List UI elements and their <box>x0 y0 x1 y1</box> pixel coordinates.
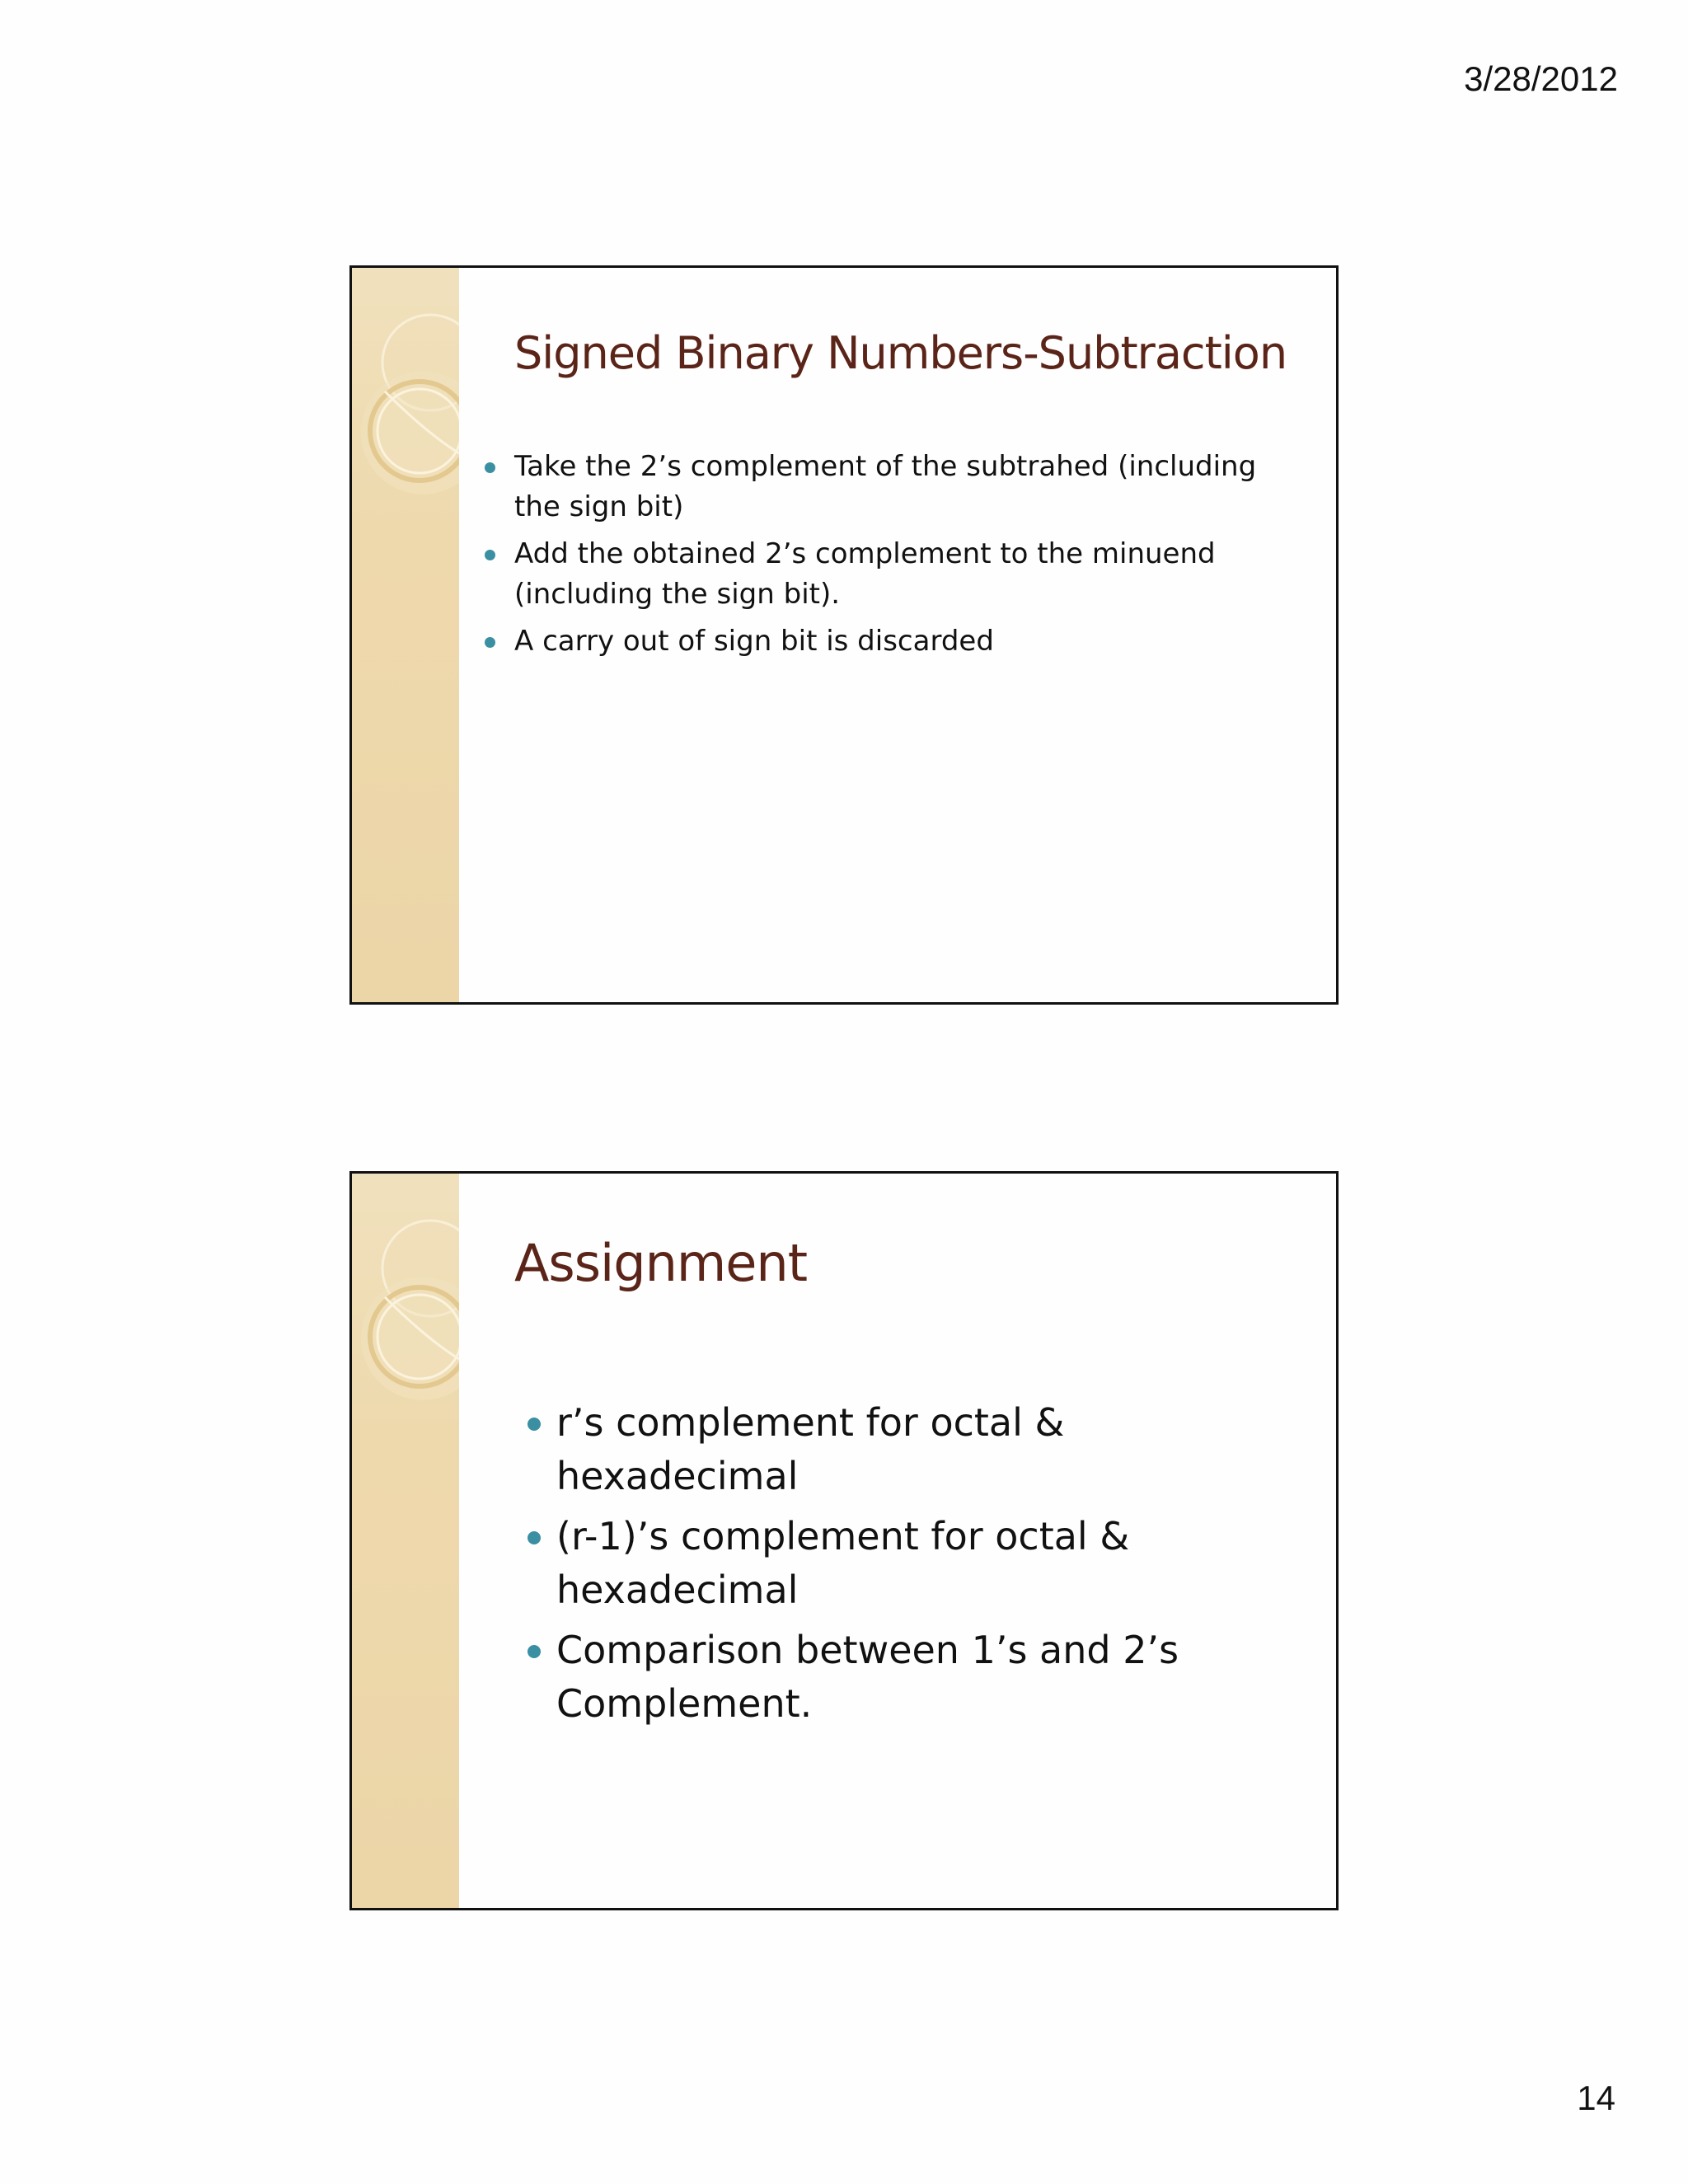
list-item <box>514 447 1281 527</box>
slide-title: Assignment <box>514 1233 808 1293</box>
bullet-text: Add the obtained 2’s complement to the minuend (including the sign bit). <box>514 537 1216 611</box>
bullet-text: Take the 2’s complement of the subtrahed (including the sign bit) <box>514 450 1257 523</box>
bullet-icon <box>528 1645 541 1658</box>
bullet-icon <box>485 462 495 473</box>
bullet-text: Comparison between 1’s and 2’s Complement. <box>556 1628 1179 1726</box>
bullet-text: r’s complement for octal & hexadecimal <box>556 1400 1065 1498</box>
list-item <box>556 1510 1298 1617</box>
bullet-text: A carry out of sign bit is discarded <box>514 625 994 658</box>
slide-side-band <box>352 268 459 1002</box>
bullet-icon <box>528 1418 541 1431</box>
list-item <box>514 534 1281 615</box>
bullet-icon <box>528 1531 541 1544</box>
slide-title: Signed Binary Numbers-Subtraction <box>514 327 1287 379</box>
page-date: 3/28/2012 <box>1464 59 1618 98</box>
slide-assignment <box>349 1171 1339 1910</box>
bullet-icon <box>485 550 495 560</box>
bullet-text: (r-1)’s complement for octal & hexadecimal <box>556 1514 1130 1612</box>
slide-signed-binary-subtraction <box>349 265 1339 1005</box>
bullet-list <box>514 447 1281 668</box>
decorative-circles-icon <box>352 1174 459 1910</box>
decorative-circles-icon <box>352 268 459 1005</box>
bullet-icon <box>485 637 495 648</box>
page-number: 14 <box>1577 2079 1615 2117</box>
bullet-list <box>556 1396 1298 1737</box>
list-item <box>556 1396 1298 1503</box>
list-item <box>514 621 1281 662</box>
slide-side-band <box>352 1174 459 1908</box>
list-item <box>556 1624 1298 1731</box>
